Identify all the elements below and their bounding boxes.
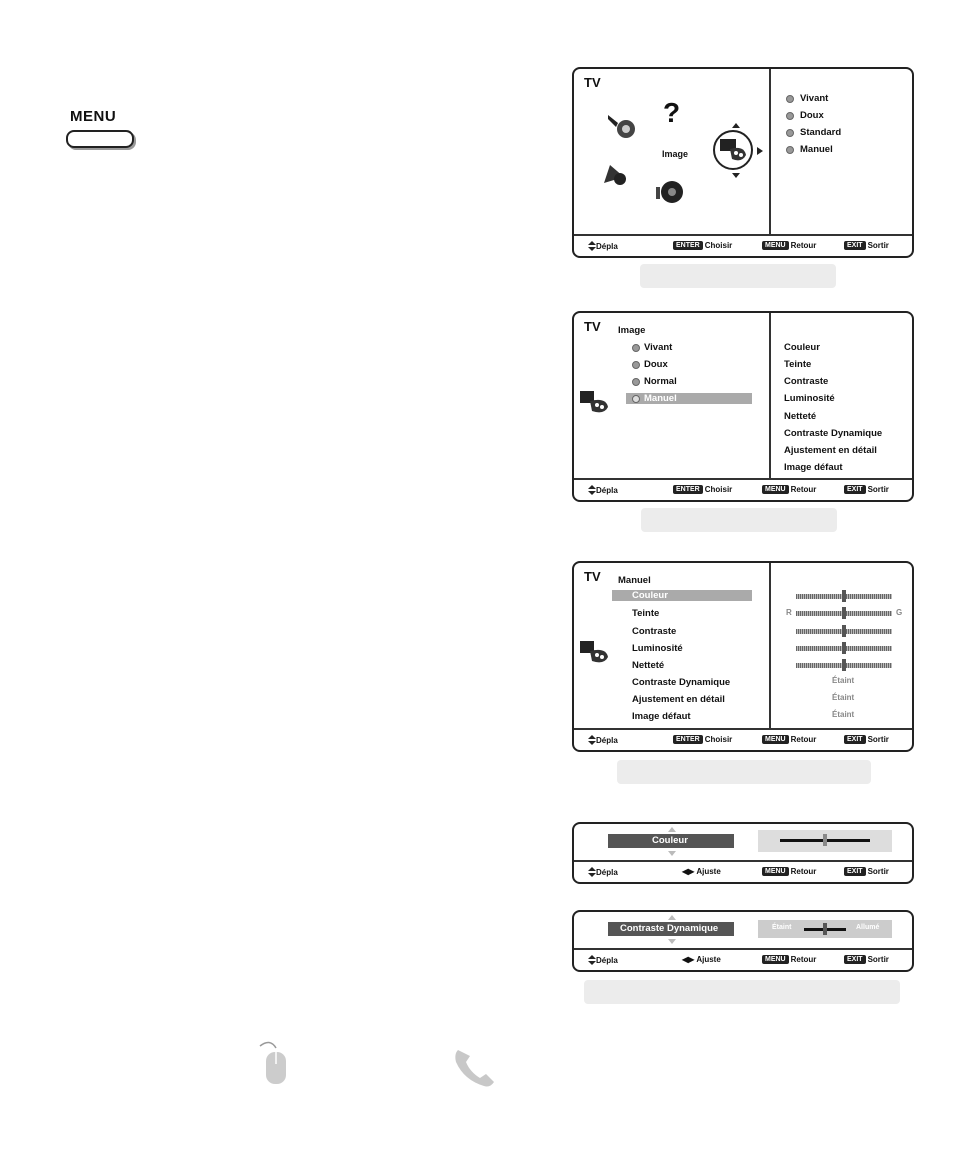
mouse-icon xyxy=(256,1040,292,1086)
contrast-dyn-slider[interactable] xyxy=(804,928,846,931)
picture-palette-icon-selected[interactable] xyxy=(712,129,754,171)
updown-arrow-icon xyxy=(588,735,594,745)
item-luminosite[interactable]: Luminosité xyxy=(632,643,683,654)
adjust-label: Contraste Dynamique xyxy=(620,923,719,934)
osd-title: TV xyxy=(584,75,601,90)
option-doux[interactable]: Doux xyxy=(800,110,824,121)
teinte-slider[interactable] xyxy=(796,611,892,616)
osd-manuel-menu xyxy=(572,561,914,752)
caption-box xyxy=(640,264,836,288)
option-vivant[interactable]: Vivant xyxy=(800,93,829,104)
sound-icon xyxy=(600,159,630,189)
caption-box xyxy=(584,980,900,1004)
picture-palette-icon xyxy=(580,389,610,415)
updown-arrow-icon xyxy=(588,241,594,251)
contraste-slider[interactable] xyxy=(796,629,892,634)
tint-right-label: G xyxy=(896,608,903,617)
menu-remote-key xyxy=(66,108,136,152)
enter-key: ENTER xyxy=(673,735,703,744)
option-left-value: Étaint xyxy=(772,924,792,931)
menu-key: MENU xyxy=(762,955,789,964)
item-couleur-selected[interactable]: Couleur xyxy=(632,590,668,601)
dyn-contrast-value: Étaint xyxy=(832,676,855,685)
phone-icon xyxy=(452,1046,496,1088)
osd-footer: Dépla ◀▶ Ajuste MENU Retour EXIT Sortir xyxy=(574,860,912,882)
picture-palette-icon xyxy=(580,639,610,665)
osd-footer: Dépla ENTER Choisir MENU Retour EXIT Sortir xyxy=(574,478,912,500)
option-standard[interactable]: Standard xyxy=(800,127,842,138)
osd-subtitle: Image xyxy=(618,325,646,336)
leftright-arrow-icon: ◀▶ xyxy=(682,867,695,876)
osd-subtitle: Manuel xyxy=(618,575,651,586)
menu-key: MENU xyxy=(762,867,789,876)
item-nettete[interactable]: Netteté xyxy=(632,660,665,671)
setting-contraste-dynamique[interactable]: Contraste Dynamique xyxy=(784,428,883,439)
osd-couleur-adjust xyxy=(572,822,914,884)
osd-contraste-dynamique-adjust xyxy=(572,910,914,972)
setting-nettete[interactable]: Netteté xyxy=(784,411,817,422)
exit-key: EXIT xyxy=(844,485,866,494)
exit-key: EXIT xyxy=(844,955,866,964)
caption-box xyxy=(617,760,871,784)
adjust-label: Couleur xyxy=(652,835,688,846)
osd-title: TV xyxy=(584,319,601,334)
enter-key: ENTER xyxy=(673,241,703,250)
menu-key: MENU xyxy=(762,241,789,250)
item-image-defaut[interactable]: Image défaut xyxy=(632,711,691,722)
item-ajustement-detail[interactable]: Ajustement en détail xyxy=(632,694,725,705)
channel-dish-icon xyxy=(654,177,686,207)
exit-key: EXIT xyxy=(844,867,866,876)
mode-manuel-selected[interactable]: Manuel xyxy=(644,393,677,404)
option-manuel[interactable]: Manuel xyxy=(800,144,833,155)
updown-arrow-icon xyxy=(588,485,594,495)
mode-doux[interactable]: Doux xyxy=(644,359,668,370)
enter-key: ENTER xyxy=(673,485,703,494)
setting-ajustement-detail[interactable]: Ajustement en détail xyxy=(784,445,877,456)
item-contraste-dynamique[interactable]: Contraste Dynamique xyxy=(632,677,731,688)
osd-footer: Dépla ◀▶ Ajuste MENU Retour EXIT Sortir xyxy=(574,948,912,970)
exit-key: EXIT xyxy=(844,241,866,250)
menu-key-shape xyxy=(66,130,134,148)
setting-couleur[interactable]: Couleur xyxy=(784,342,820,353)
mode-vivant[interactable]: Vivant xyxy=(644,342,673,353)
osd-image-menu xyxy=(572,311,914,502)
luminosite-slider[interactable] xyxy=(796,646,892,651)
menu-key: MENU xyxy=(762,485,789,494)
osd-main-menu xyxy=(572,67,914,258)
exit-key: EXIT xyxy=(844,735,866,744)
osd-footer: Dépla ENTER Choisir MENU Retour EXIT Sortir xyxy=(574,234,912,256)
caption-box xyxy=(641,508,837,532)
osd-title: TV xyxy=(584,569,601,584)
setup-wrench-icon xyxy=(606,111,640,141)
image-default-value: Étaint xyxy=(832,710,855,719)
tint-left-label: R xyxy=(786,608,792,617)
item-teinte[interactable]: Teinte xyxy=(632,608,660,619)
option-right-value: Allumé xyxy=(856,924,880,931)
item-contraste[interactable]: Contraste xyxy=(632,626,677,637)
couleur-adjust-slider[interactable] xyxy=(780,839,870,842)
setting-contraste[interactable]: Contraste xyxy=(784,376,829,387)
updown-arrow-icon xyxy=(588,867,594,877)
couleur-slider[interactable] xyxy=(796,594,892,599)
menu-key-label: MENU xyxy=(70,108,117,125)
detail-adjust-value: Étaint xyxy=(832,693,855,702)
setting-image-defaut[interactable]: Image défaut xyxy=(784,462,843,473)
menu-key: MENU xyxy=(762,735,789,744)
osd-footer: Dépla ENTER Choisir MENU Retour EXIT Sortir xyxy=(574,728,912,750)
mode-normal[interactable]: Normal xyxy=(644,376,677,387)
leftright-arrow-icon: ◀▶ xyxy=(682,955,695,964)
nettete-slider[interactable] xyxy=(796,663,892,668)
setting-luminosite[interactable]: Luminosité xyxy=(784,393,835,404)
help-question-icon: ? xyxy=(663,97,681,128)
updown-arrow-icon xyxy=(588,955,594,965)
center-label: Image xyxy=(662,149,689,159)
setting-teinte[interactable]: Teinte xyxy=(784,359,812,370)
